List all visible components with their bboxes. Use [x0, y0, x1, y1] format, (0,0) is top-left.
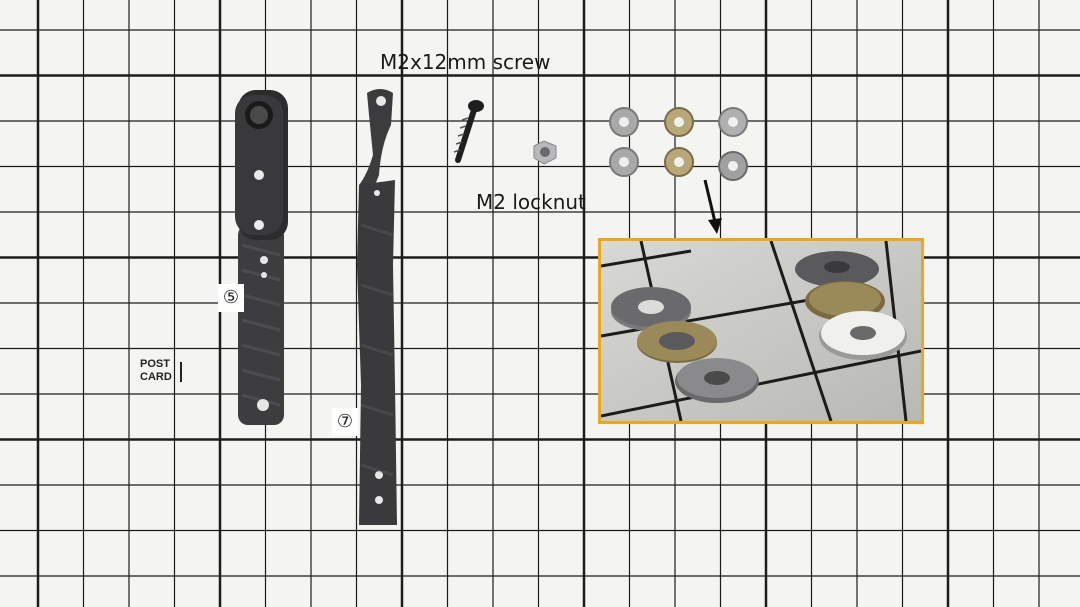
postcard-line-1: POST — [140, 358, 170, 370]
part-7-tag: ⑦ — [332, 408, 358, 436]
m2-screw — [448, 98, 488, 168]
locknut-label: M2 locknut — [476, 190, 586, 214]
postcard-line-2: CARD — [140, 371, 172, 383]
carbon-link-part-7 — [345, 85, 415, 535]
inset-closeup-photo — [598, 238, 924, 424]
screw-label: M2x12mm screw — [380, 50, 551, 74]
part-5-tag: ⑤ — [218, 284, 244, 312]
m2-locknut — [528, 138, 562, 168]
postcard-mark — [140, 358, 172, 384]
arrow-icon — [700, 176, 730, 238]
postcard-corner-mark — [180, 362, 182, 382]
thrust-bearing-parts — [600, 100, 770, 190]
carbon-arm-part-5 — [230, 85, 300, 430]
inset-bearing-illustration — [601, 241, 921, 421]
